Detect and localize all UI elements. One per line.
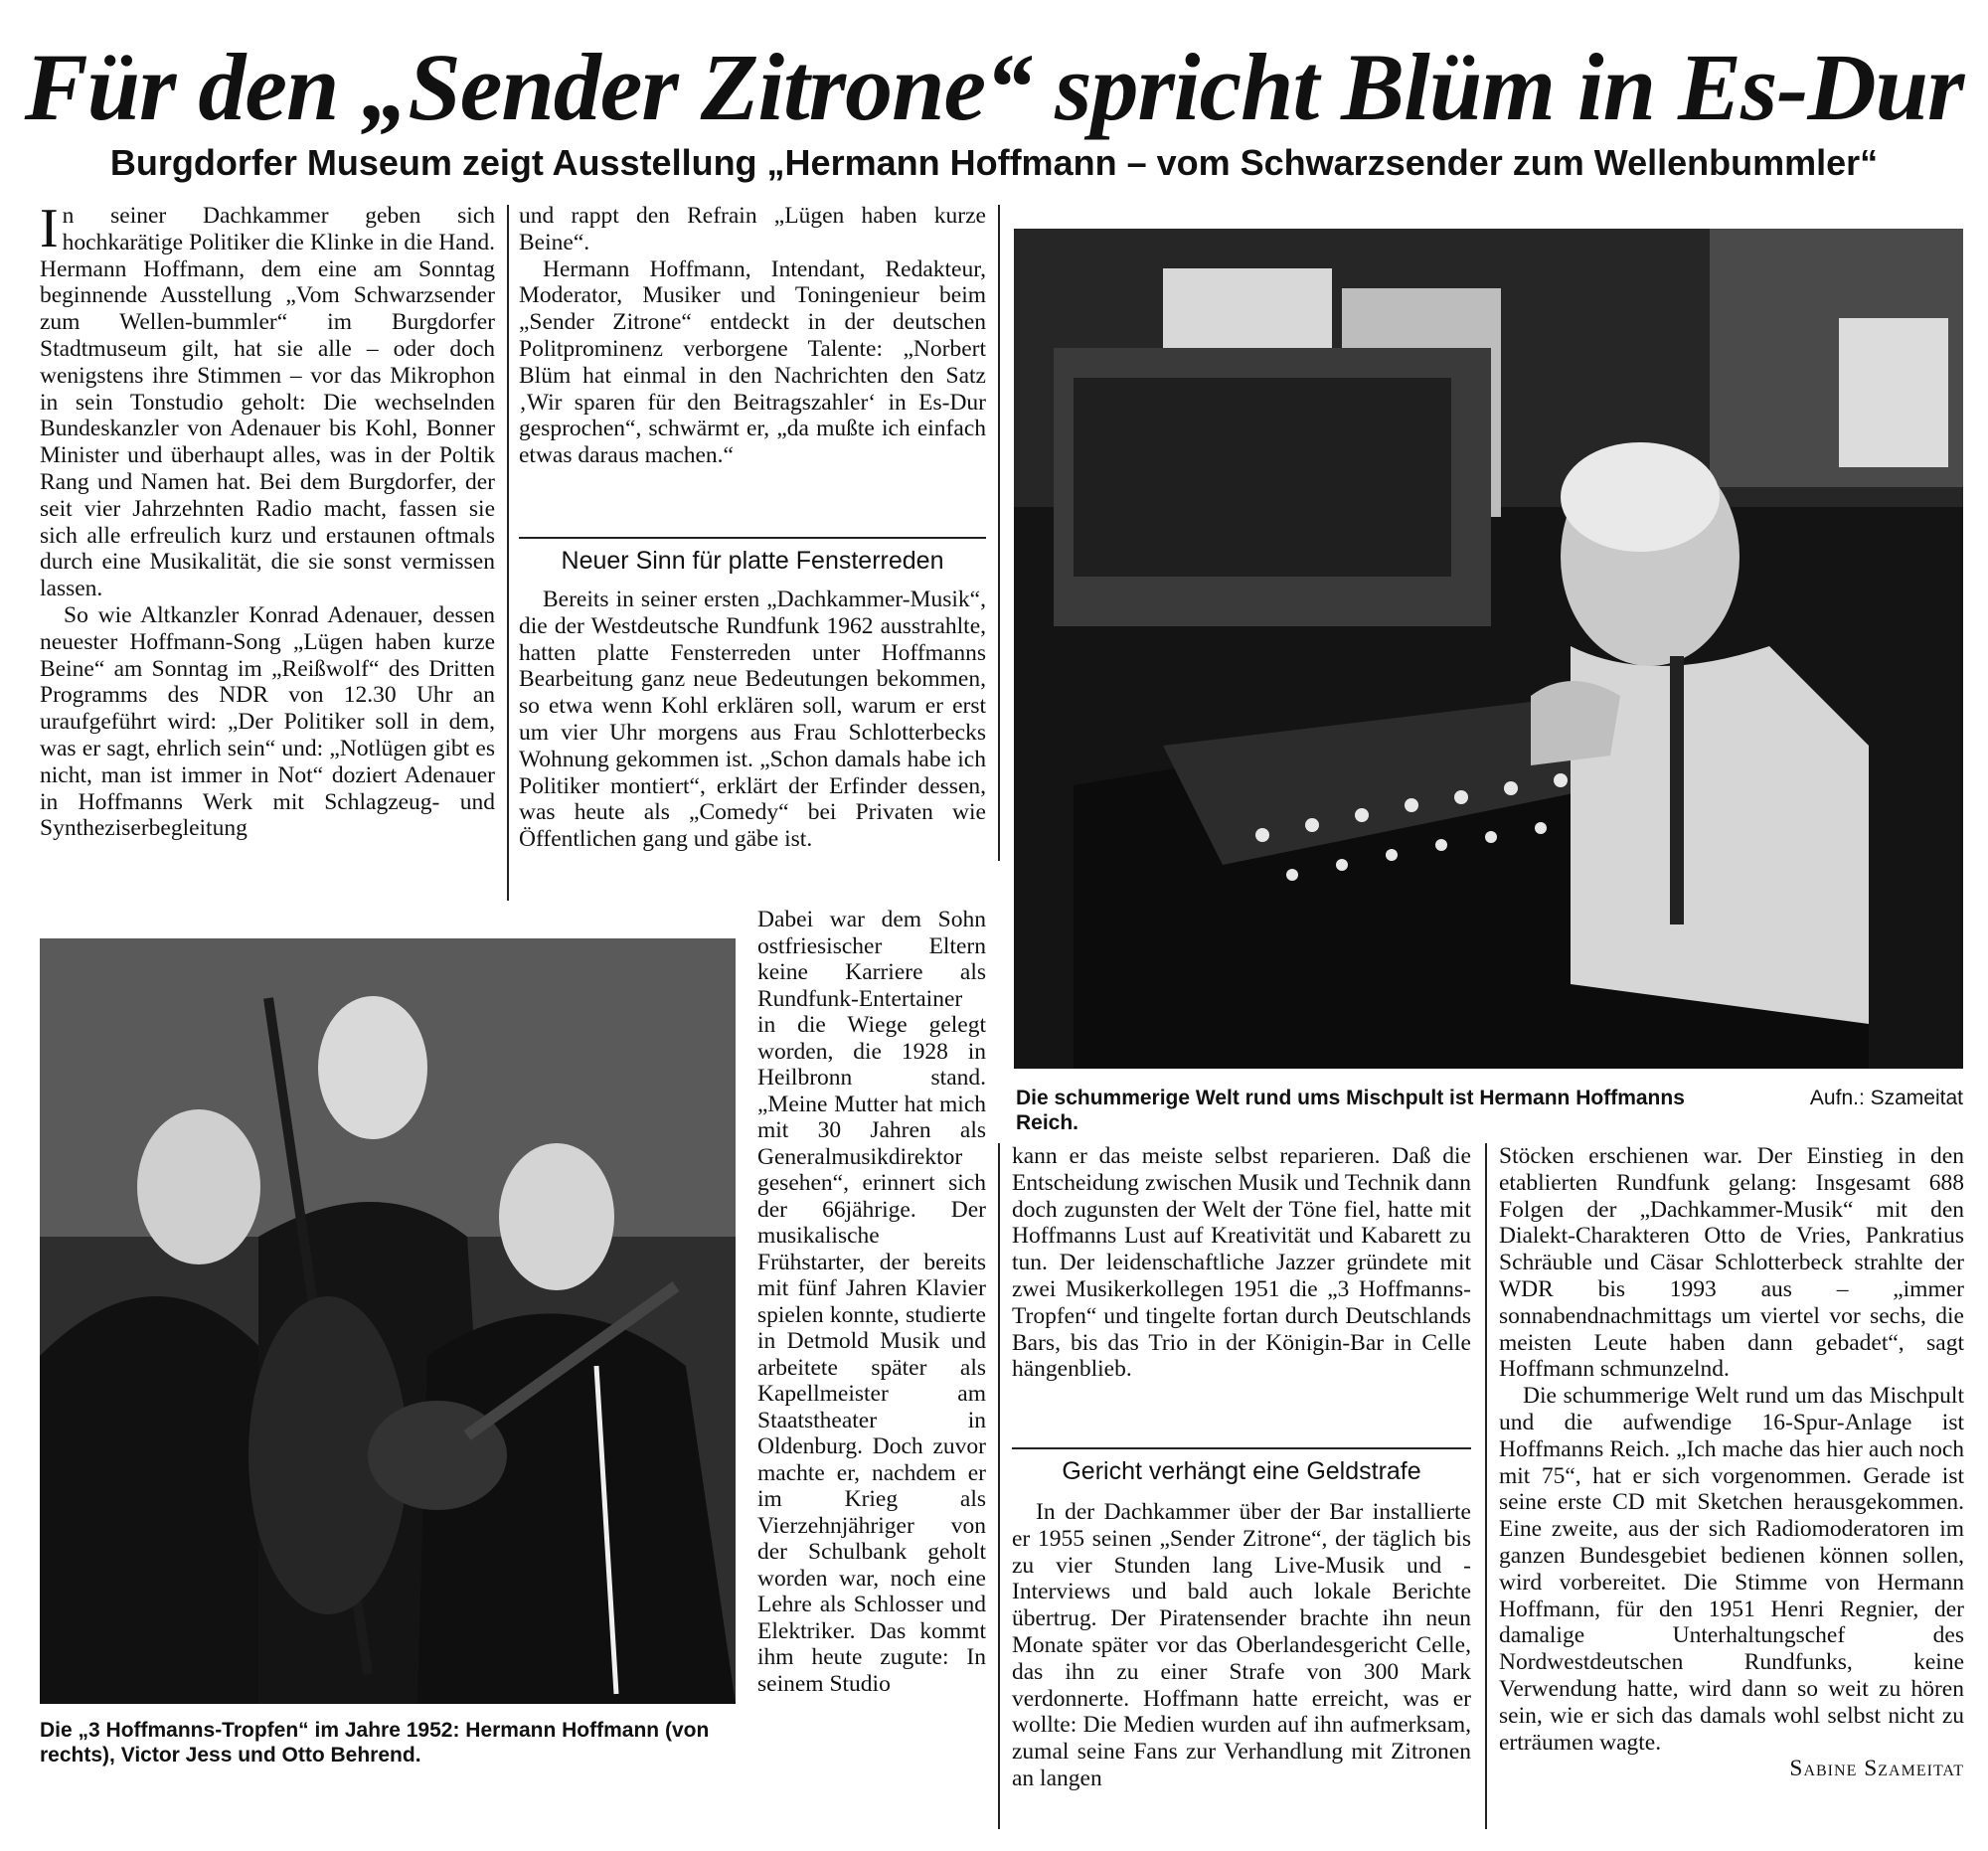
paragraph: kann er das meiste selbst reparieren. Daß die Entscheidung zwischen Musik und Technik dann doch zugunsten der Welt der Töne fiel, hatte mit Hoffmanns Lust auf Kreativität und Kabarett zu tun. Der leidenschaftliche Jazzer gründete mit zwei Musikerkollegen 1951 die „3 Hoffmanns-Tropfen“ und tingelte fortan durch Deutschlands Bars, bis das Trio in der Königin-Bar in Celle hängenblieb. (1012, 1143, 1471, 1383)
byline: Sabine Szameitat (1789, 1756, 1964, 1782)
paragraph: Dabei war dem Sohn ostfriesischer Eltern keine Karriere als Rundfunk-Entertainer in die Wiege gelegt worden, die 1928 in Heilbronn stand. „Meine Mutter hat mich mit 30 Jahren als Generalmusikdirektor gesehen“, erinnert sich der 66jährige. Der musikalische Frühstarter, der bereits mit fünf Jahren Klavier spielen konnte, studierte in Detmold Musik und arbeitete später als Kapellmeister am Staatstheater in Oldenburg. Doch zuvor machte er, nachdem er im Krieg als Vierzehnjähriger von der Schulbank geholt worden war, noch eine Lehre als Schlosser und Elektriker. Das kommt ihm heute zugute: In seinem Studio (757, 907, 986, 1697)
subhead-rule (519, 537, 986, 539)
subhead-geldstrafe: Gericht verhängt eine Geldstrafe (1062, 1457, 1421, 1485)
paragraph: Bereits in seiner ersten „Dachkammer-Musik“, die der Westdeutsche Rundfunk 1962 ausstrahlte, hatten platte Fensterreden unter Hoffmanns Bearbeitung ganz neue Bedeutungen bekommen, so etwa wenn Kohl erklären soll, warum er erst um vier Uhr morgens aus Frau Schlotterbecks Wohnung gekommen ist. „Schon damals habe ich Politiker montiert“, erklärt der Erfinder dessen, was heute als „Comedy“ bei Privaten wie Öffentlichen gang und gäbe ist. (519, 587, 986, 853)
subhead-fensterreden: Neuer Sinn für platte Fensterreden (561, 547, 944, 575)
column-2-continued (519, 587, 986, 853)
trio-photo-image (40, 938, 736, 1704)
trio-photo (40, 938, 736, 1704)
studio-caption: Die schummerige Welt rund ums Mischpult ist Hermann Hoffmanns Reich. (1016, 1087, 1685, 1134)
paragraph (40, 198, 495, 602)
paragraph: und rappt den Refrain „Lügen haben kurze Beine“. (519, 203, 986, 255)
photo-credit: Aufn.: Szameitat (1809, 1087, 1963, 1109)
column-4 (1012, 1143, 1471, 1383)
column-5 (1499, 1143, 1964, 1782)
column-rule (507, 205, 509, 901)
paragraph: Die schummerige Welt rund um das Mischpult und die aufwendige 16-Spur-Anlage ist Hoffmanns Reich. „Ich mache das hier auch noch mit 75“, hat er sich vorgenommen. Gerade ist seine erste CD mit Sketchen herausgekommen. Eine zweite, aus der sich Radiomoderatoren im ganzen Bundesgebiet bedienen können sollen, wird vorbereitet. Die Stimme von Hermann Hoffmann, für den 1951 Henri Regnier, der damalige Unterhaltungschef des Nordwestdeutschen Rundfunks, keine Verwendung hatte, wird dann so weit zu hören sein, wie er sich das damals wohl selbst nicht zu erträumen wagte. (1499, 1383, 1964, 1756)
column-rule (1485, 1143, 1487, 1829)
column-2 (519, 203, 986, 469)
studio-photo (1014, 229, 1963, 1069)
column-1 (40, 198, 495, 842)
drop-cap: I (40, 198, 59, 259)
subheadline: Burgdorfer Museum zeigt Ausstellung „Hermann Hoffmann – vom Schwarzsender zum Wellenbummler“ (109, 142, 1879, 183)
paragraph-text: n seiner Dachkammer geben sich hochkarätige Politiker die Klinke in die Hand. Hermann Hoffmann, dem eine am Sonntag beginnende Ausstellung „Vom Schwarzsender zum Wellen-bummler“ im Burgdorfer Stadtmuseum gilt, hat sie alle – oder doch wenigstens ihre Stimmen – vor das Mikrophon in sein Tonstudio geholt: Die wechselnden Bundeskanzler von Adenauer bis Kohl, Bonner Minister und überhaupt alles, was in der Poltik Rang und Namen hat. Bei dem Burgdorfer, der seit vier Jahrzehnten Radio macht, fassen sie sich alle erfreulich kurz und erstaunen oftmals durch eine Musikalität, die sie sonst vermissen lassen. (40, 203, 495, 602)
headline: Für den „Sender Zitrone“ spricht Blüm in Es-Dur (24, 34, 1964, 140)
column-rule (998, 1143, 1000, 1829)
column-rule (998, 205, 1000, 861)
paragraph: Hermann Hoffmann, Intendant, Redakteur, Moderator, Musiker und Toningenieur beim „Sender Zitrone“ entdeckt in der deutschen Politprominenz verborgene Talente: „Norbert Blüm hat einmal in den Nachrichten den Satz ‚Wir sparen für den Beitragszahler‘ in Es-Dur gesprochen“, schwärmt er, „da mußte ich einfach etwas daraus machen.“ (519, 255, 986, 469)
studio-photo-image (1014, 229, 1963, 1069)
paragraph: So wie Altkanzler Konrad Adenauer, dessen neuester Hoffmann-Song „Lügen haben kurze Beine“ am Sonntag im „Reißwolf“ des Dritten Programms des NDR von 12.30 Uhr an uraufgeführt wird: „Der Politiker soll in dem, was er sagt, ehrlich sein“ und: „Notlügen gibt es nicht, man ist immer in Not“ doziert Adenauer in Hoffmanns Werk mit Schlagzeug- und Syntheziserbegleitung (40, 601, 495, 842)
trio-caption: Die „3 Hoffmanns-Tropfen“ im Jahre 1952: Hermann Hoffmann (von rechts), Victor Jess und Otto Behrend. (40, 1719, 710, 1767)
paragraph: In der Dachkammer über der Bar installierte er 1955 seinen „Sender Zitrone“, der täglich bis zu vier Stunden lang Live-Musik und -Interviews und bald auch lokale Berichte übertrug. Der Piratensender brachte ihn neun Monate später vor das Oberlandesgericht Celle, das ihn zu einer Strafe von 300 Mark verdonnerte. Hoffmann hatte erreicht, was er wollte: Die Medien wurden auf ihn aufmerksam, zumal seine Fans zur Verhandlung mit Zitronen an langen (1012, 1499, 1471, 1791)
column-3 (757, 907, 986, 1697)
paragraph: Stöcken erschienen war. Der Einstieg in den etablierten Rundfunk gelang: Insgesamt 688 Folgen der „Dachkammer-Musik“ mit den Dialekt-Charakteren Otto de Vries, Pankratius Schräuble und Cäsar Schlotterbeck strahlte der WDR bis 1993 aus – „immer sonnabendnachmittags um viertel vor sechs, die meisten Leute haben dann gebadet“, sagt Hoffmann schmunzelnd. (1499, 1143, 1964, 1383)
subhead-rule (1012, 1447, 1471, 1449)
column-4-continued (1012, 1499, 1471, 1792)
